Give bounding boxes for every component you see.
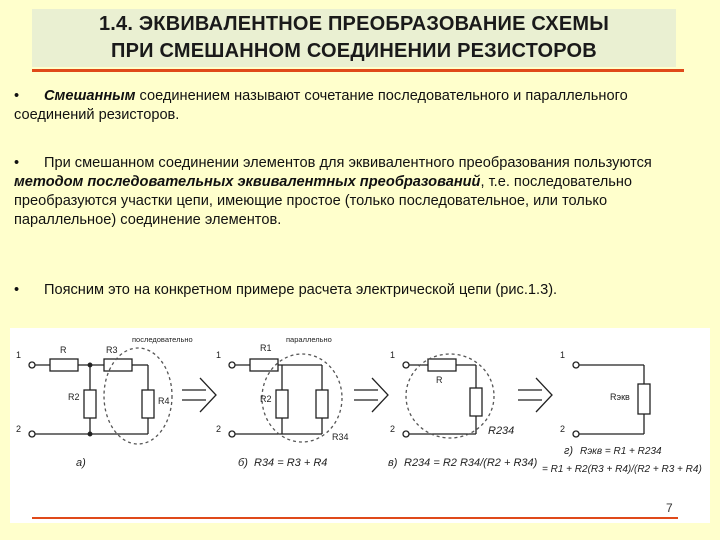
caption-b: б) — [238, 457, 248, 469]
node-1-label-d: 1 — [560, 350, 566, 360]
bullet-2-text-before: При смешанном соединении элементов для эквивалентного преобразования пользуются — [44, 155, 652, 171]
bullet-3-text: Поясним это на конкретном примере расчета электрической цепи (рис.1.3). — [44, 282, 558, 298]
caption-d: г) — [564, 445, 574, 457]
resistor-r234-c — [470, 388, 482, 416]
resistor-r4-a — [142, 390, 154, 418]
page-number: 7 — [666, 501, 673, 515]
node-2-label-c: 2 — [390, 424, 396, 434]
resistor-r1-c — [428, 359, 456, 371]
transform-arrow-1 — [182, 378, 216, 412]
slide-title — [32, 11, 676, 65]
footer-rule — [32, 517, 678, 519]
label-r1-b: R1 — [260, 343, 272, 353]
bullet-marker: • — [14, 88, 20, 104]
resistor-r1-b — [250, 359, 278, 371]
resistor-r3-a — [104, 359, 132, 371]
formula-b: R34 = R3 + R4 — [254, 457, 328, 469]
label-r234-c: R234 — [488, 425, 515, 437]
node-1-label-c: 1 — [390, 350, 396, 360]
circuit-diagram-panel — [10, 328, 710, 523]
transform-arrow-3 — [518, 378, 552, 412]
label-serial: последовательно — [132, 335, 193, 344]
circuit-diagram — [10, 328, 710, 523]
resistor-r2-a — [84, 390, 96, 418]
formula-d-line-2: = R1 + R2(R3 + R4)/(R2 + R3 + R4) — [542, 464, 702, 475]
grouping-ellipse-c — [406, 354, 494, 438]
circuit-a — [29, 348, 172, 444]
label-r34-b: R34 — [332, 432, 349, 442]
label-r1-a: R — [60, 345, 67, 355]
node-2-label-d: 2 — [560, 424, 566, 434]
formula-d-line-1: Rэкв = R1 + R234 — [580, 446, 662, 457]
title-line-1: 1.4. ЭКВИВАЛЕНТНОЕ ПРЕОБРАЗОВАНИЕ СХЕМЫ — [98, 13, 610, 35]
circuit-d-labels — [542, 350, 702, 475]
circuit-c-labels — [388, 350, 538, 469]
circuit-b — [229, 354, 342, 442]
resistor-r1-a — [50, 359, 78, 371]
node-1-label-a: 1 — [16, 350, 22, 360]
label-r3-a: R3 — [106, 345, 118, 355]
resistor-r2-b — [276, 390, 288, 418]
bullet-2-method: методом последовательных эквивалентных преобразований — [14, 174, 481, 190]
bullet-1 — [14, 87, 706, 125]
node-2-label-a: 2 — [16, 424, 22, 434]
resistor-req-d — [638, 384, 650, 414]
transform-arrow-2 — [354, 378, 388, 412]
resistor-r34-b — [316, 390, 328, 418]
label-r2-a: R2 — [68, 392, 80, 402]
node-2-label-b: 2 — [216, 424, 222, 434]
bullet-3 — [14, 281, 706, 300]
label-r1-c: R — [436, 375, 443, 385]
bullet-marker: • — [14, 155, 20, 171]
bullet-1-text: соединением называют сочетание последовательного и параллельного соединений резисторов. — [14, 88, 628, 123]
label-parallel: параллельно — [286, 335, 332, 344]
caption-a: а) — [76, 457, 86, 469]
label-req-d: Rэкв — [610, 392, 630, 402]
bullet-2-text-after: , т.е. последовательно преобразуются участки цепи, имеющие простое (только последовательное, или только параллельное) соединение элементов. — [14, 174, 633, 228]
formula-c: R234 = R2 R34/(R2 + R34) — [404, 457, 538, 469]
caption-c: в) — [388, 457, 398, 469]
title-line-2: ПРИ СМЕШАННОМ СОЕДИНЕНИИ РЕЗИСТОРОВ — [111, 40, 597, 62]
bullet-marker: • — [14, 282, 20, 298]
label-r4-a: R4 — [158, 396, 170, 406]
grouping-ellipse-b — [262, 354, 342, 442]
label-r2-b: R2 — [260, 394, 272, 404]
bullet-2 — [14, 154, 706, 230]
circuit-a-labels — [16, 335, 193, 469]
circuit-c — [403, 354, 494, 438]
title-underline — [32, 69, 684, 72]
bullet-1-term: Смешанным — [44, 88, 136, 104]
node-1-label-b: 1 — [216, 350, 222, 360]
